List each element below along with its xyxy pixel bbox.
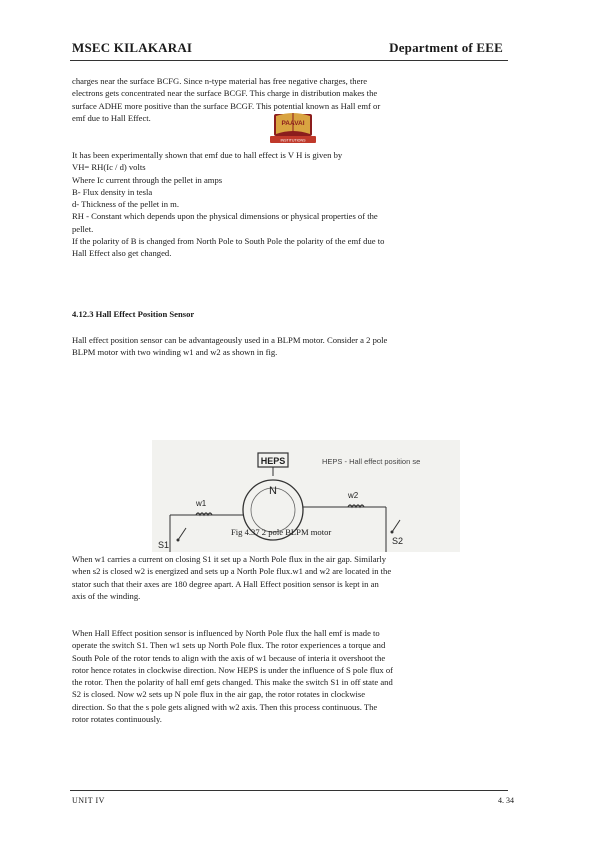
section-heading: 4.12.3 Hall Effect Position Sensor [72, 309, 195, 319]
text-line: electrons gets concentrated near the surface BCGF. This charge in distribution makes the [72, 88, 378, 99]
s1-switch [178, 528, 186, 540]
s2-label: S2 [392, 536, 404, 546]
w1-label: w1 [196, 499, 207, 508]
text-line: When w1 carries a current on closing S1 it set up a North Pole flux in the air gap. Similarly [72, 554, 387, 564]
text-line: S2 is closed. Now w2 sets up N pole flux in the air gap, the rotor rotates in clockwise [72, 689, 366, 700]
institution-logo [266, 108, 320, 148]
text-line: when s2 is closed w2 is energized and sets up a North Pole flux.w1 and w2 are located in the [72, 566, 392, 577]
text-line: Hall effect position sensor can be advantageously used in a BLPM motor. Consider a 2 pole [72, 335, 388, 345]
heps-box-label: HEPS [260, 456, 286, 466]
page-number: 4. 34 [498, 796, 514, 805]
heps-note: HEPS - Hall effect position se [322, 457, 421, 466]
text-line: RH - Constant which depends upon the physical dimensions or physical properties of the [72, 211, 378, 222]
header-rule [70, 60, 508, 61]
text-line: the rotor. Then the polarity of hall emf gets changed. This make the switch S1 in off state and [72, 677, 393, 688]
text-line: When Hall Effect position sensor is influenced by North Pole flux the hall emf is made to [72, 628, 380, 638]
footer-unit: UNIT IV [72, 796, 105, 805]
logo-subtext: INSTITUTIONS [280, 138, 306, 143]
paragraph-hall-emf [72, 149, 464, 260]
text-line: B- Flux density in tesla [72, 186, 153, 197]
text-line: stator such that their axes are 180 degree apart. A Hall Effect position sensor is kept in an [72, 578, 379, 589]
text-line: d- Thickness of the pellet in m. [72, 199, 180, 210]
text-line: VH= RH(Ic / d) volts [72, 162, 146, 173]
text-line: operate the switch S1. Then w1 sets up North Pole flux. The rotor experiences a torque and [72, 640, 386, 651]
text-line: rotor hence rotates in clockwise direction. Now HEPS is under the influence of S pole flux of [72, 664, 393, 675]
text-line: emf due to Hall Effect. [72, 112, 151, 123]
s2-switch [392, 520, 400, 532]
text-line: It has been experimentally shown that emf due to hall effect is V H is given by [72, 150, 343, 160]
header-department: Department of EEE [389, 40, 503, 55]
text-line: direction. So that the s pole gets aligned with w2 axis. Then this process continuous. The [72, 701, 378, 712]
logo-text: PAAVAI [281, 120, 305, 127]
paragraph-heps-operation [72, 627, 464, 725]
text-line: BLPM motor with two winding w1 and w2 as shown in fig. [72, 347, 278, 358]
paragraph-winding-operation [72, 553, 464, 602]
text-line: Where Ic current through the pellet in amps [72, 174, 223, 185]
text-line: Hall Effect also get changed. [72, 248, 172, 259]
footer-rule [70, 790, 508, 791]
s1-label: S1 [158, 540, 170, 550]
text-line: pellet. [72, 223, 94, 234]
text-line: surface ADHE more positive than the surface BCGF. This potential known as Hall emf or [72, 100, 381, 111]
text-line: rotor rotates continuously. [72, 714, 162, 725]
text-line: charges near the surface BCFG. Since n-type material has free negative charges, there [72, 76, 368, 86]
text-line: If the polarity of B is changed from North Pole to South Pole the polarity of the emf due to [72, 236, 385, 247]
paragraph-blpm-intro [72, 334, 464, 359]
w2-label: w2 [348, 491, 359, 500]
north-pole-label: N [269, 485, 277, 497]
figure-caption: Fig 4.37 2 pole BLPM motor [231, 527, 332, 537]
header-institution: MSEC KILAKARAI [72, 40, 193, 55]
text-line: South Pole of the rotor tends to align with the axis of w1 because of interia it overshoot the [72, 652, 386, 663]
text-line: axis of the winding. [72, 590, 141, 601]
